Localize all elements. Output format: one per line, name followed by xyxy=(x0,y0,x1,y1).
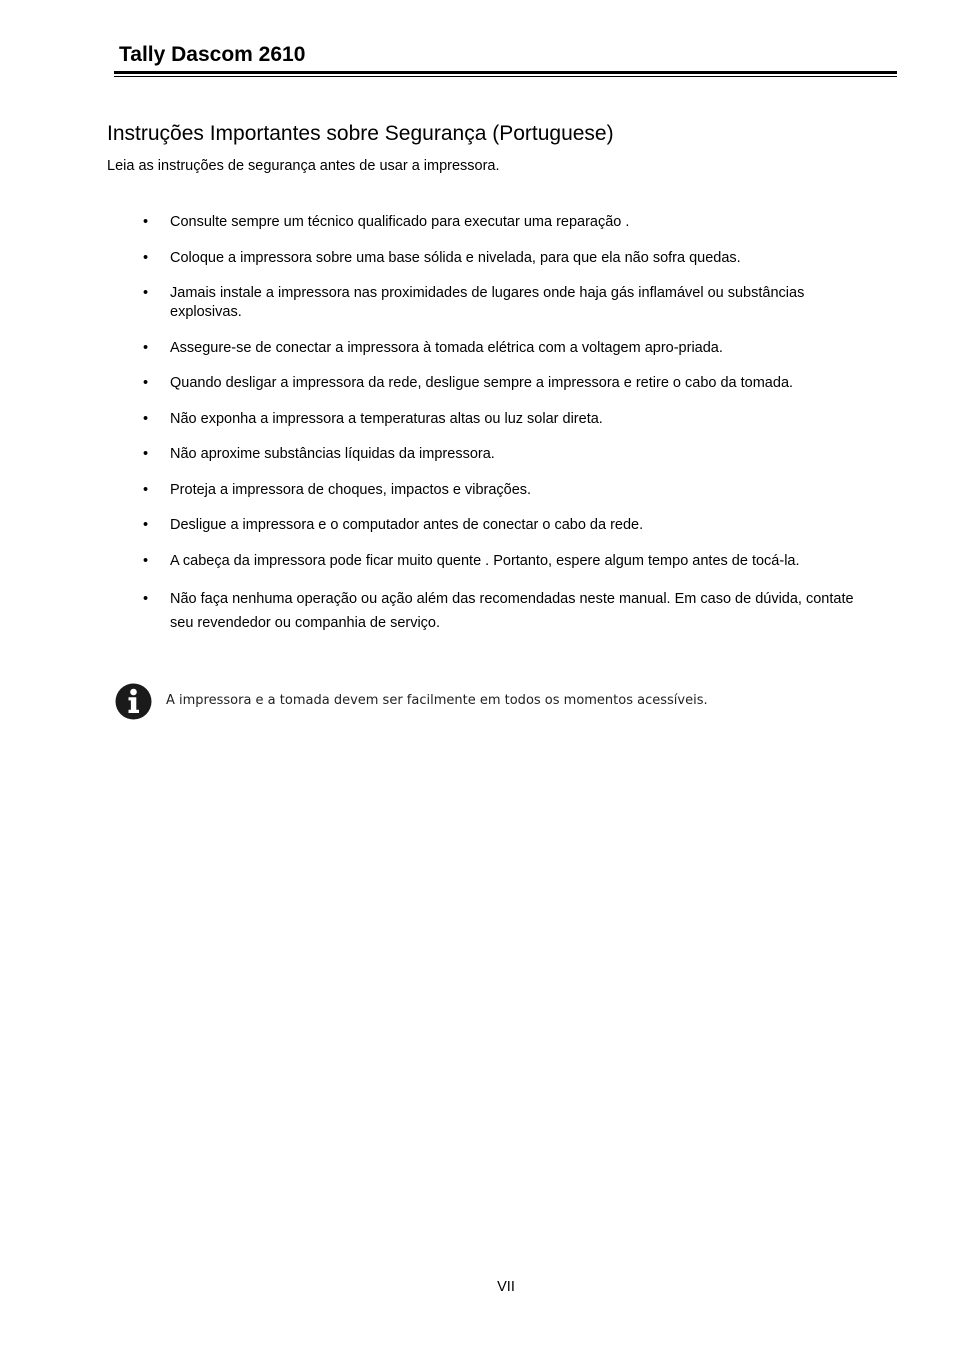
list-item-text: Não exponha a impressora a temperaturas altas ou luz solar direta. xyxy=(170,410,603,427)
list-item xyxy=(140,587,880,635)
list-item-text: A cabeça da impressora pode ficar muito quente . Portanto, espere algum tempo antes de tocá-la. xyxy=(170,552,800,569)
list-item xyxy=(140,213,880,232)
bullet-icon: • xyxy=(143,375,149,391)
list-item-text: Coloque a impressora sobre uma base sólida e nivelada, para que ela não sofra quedas. xyxy=(170,249,741,266)
list-item-text: Não aproxime substâncias líquidas da impressora. xyxy=(170,446,495,462)
bullet-icon: • xyxy=(143,591,149,607)
list-item xyxy=(140,481,880,500)
list-item-text: Quando desligar a impressora da rede, desligue sempre a impressora e retire o cabo da tomada. xyxy=(170,375,794,391)
list-item xyxy=(140,552,880,571)
bullet-icon: • xyxy=(143,285,149,301)
info-note xyxy=(115,683,875,721)
bullet-icon: • xyxy=(143,339,149,356)
info-note-text: A impressora e a tomada devem ser facilmente em todos os momentos acessíveis. xyxy=(166,693,708,708)
page-number: VII xyxy=(497,1279,515,1295)
list-item xyxy=(140,410,880,429)
info-icon xyxy=(115,683,152,720)
bullet-icon: • xyxy=(143,410,149,427)
list-item xyxy=(140,339,880,358)
list-item xyxy=(140,249,880,268)
list-item-text: Proteja a impressora de choques, impactos e vibrações. xyxy=(170,481,532,498)
bullet-icon: • xyxy=(143,552,149,569)
list-item xyxy=(140,284,880,322)
document-header-title: Tally Dascom 2610 xyxy=(119,43,306,66)
list-item-text: Desligue a impressora e o computador antes de conectar o cabo da rede. xyxy=(170,517,644,533)
bullet-icon: • xyxy=(143,214,149,230)
list-item-text: Não faça nenhuma operação ou ação além das recomendadas neste manual. Em caso de dúvida, contate seu revendedor ou companhia de serviço. xyxy=(170,591,854,631)
bullet-icon: • xyxy=(143,446,149,462)
list-item-text: Consulte sempre um técnico qualificado para executar uma reparação . xyxy=(170,214,630,230)
section-heading: Instruções Importantes sobre Segurança (Portuguese) xyxy=(107,122,614,145)
list-item-text: Jamais instale a impressora nas proximidades de lugares onde haja gás inflamável ou substâncias explosivas. xyxy=(170,285,805,320)
section-intro: Leia as instruções de segurança antes de usar a impressora. xyxy=(107,158,500,174)
bullet-icon: • xyxy=(143,481,149,498)
bullet-icon: • xyxy=(143,517,149,533)
bullet-icon: • xyxy=(143,249,149,266)
list-item-text: Assegure-se de conectar a impressora à tomada elétrica com a voltagem apro-priada. xyxy=(170,339,723,356)
header-rule-thin xyxy=(114,76,897,77)
list-item xyxy=(140,374,880,393)
safety-instructions-list xyxy=(140,213,880,652)
header-rule-thick xyxy=(114,71,897,74)
list-item xyxy=(140,445,880,464)
list-item xyxy=(140,516,880,535)
